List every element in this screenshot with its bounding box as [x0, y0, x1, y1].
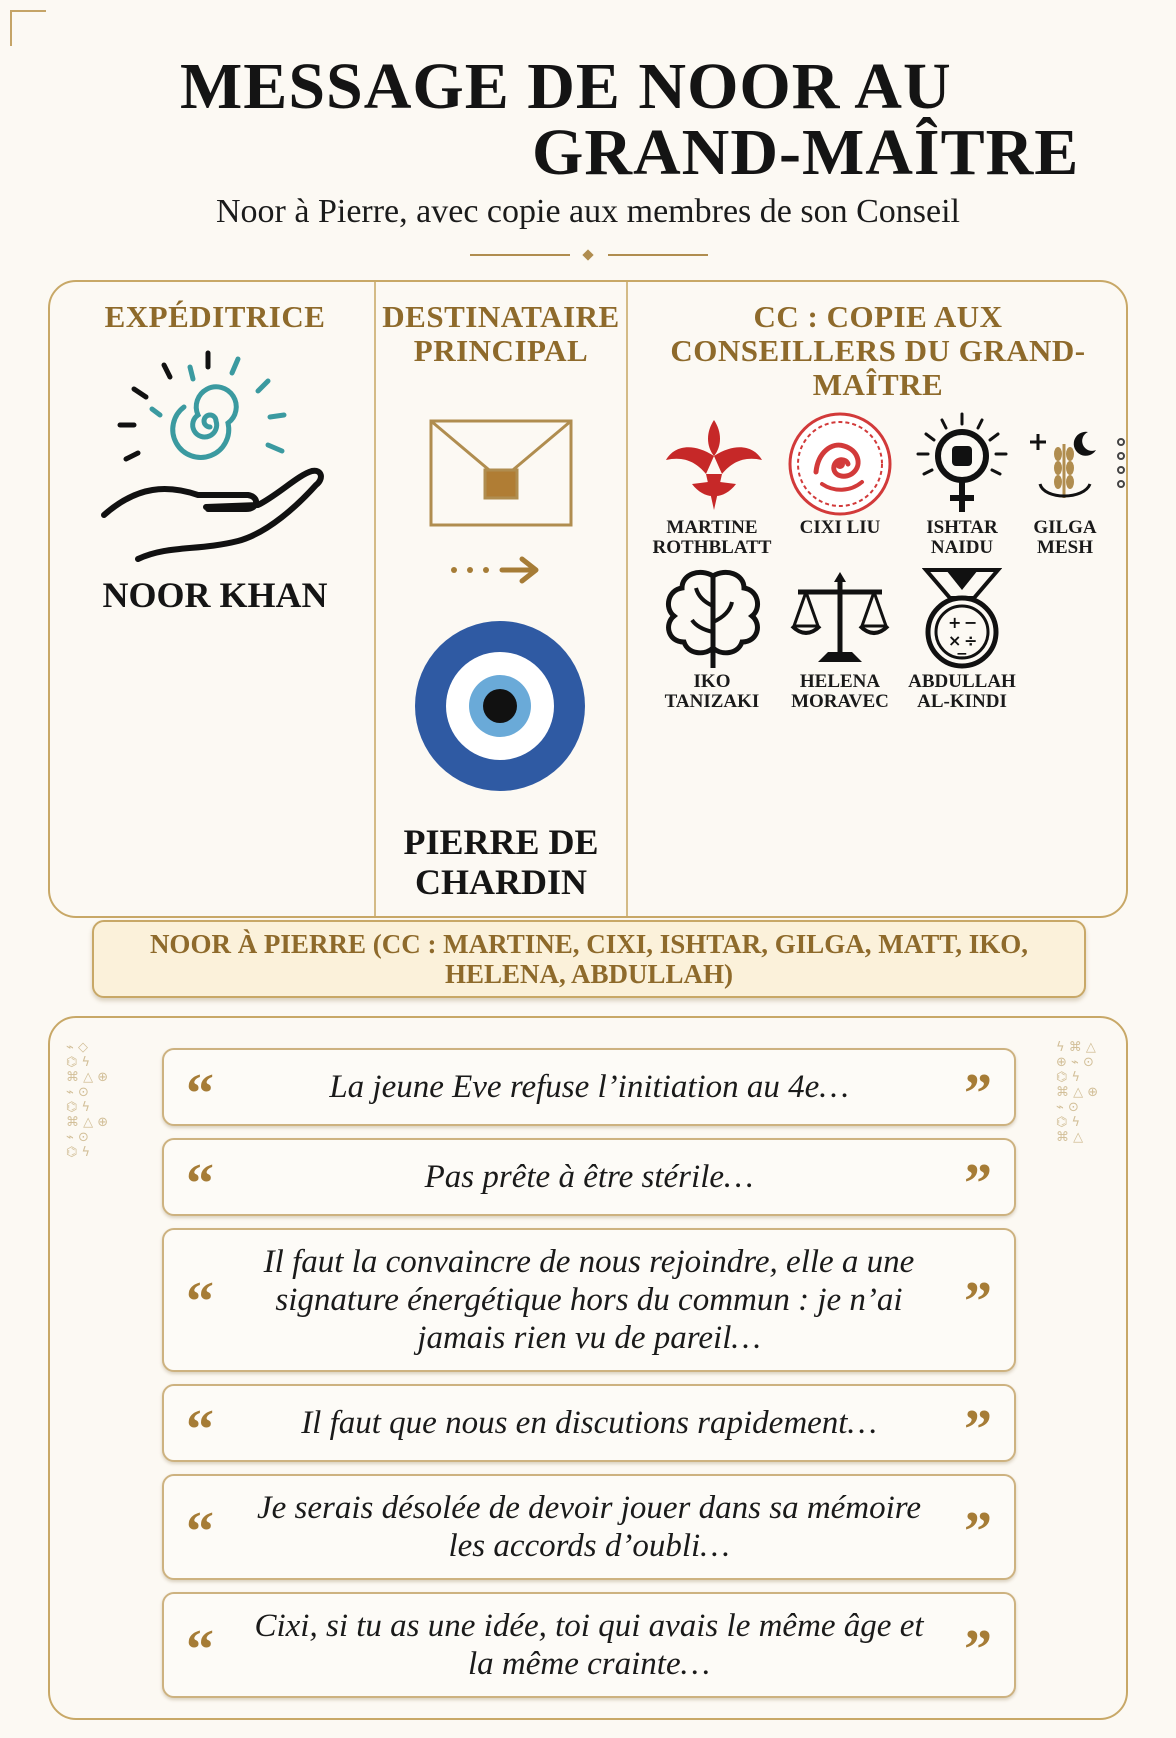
recipient-heading — [376, 300, 626, 368]
recipient-heading-line-2: PRINCIPAL — [413, 333, 589, 368]
close-quote-icon: ” — [964, 1063, 992, 1125]
wheat-moon-icon — [1030, 428, 1100, 508]
cc-member-line: MORAVEC — [791, 691, 889, 712]
quote-text: Pas prête à être stérile… — [424, 1159, 754, 1195]
cc-heading-line-2: CONSEILLERS DU GRAND- — [670, 333, 1086, 368]
recipients-banner — [92, 920, 1086, 998]
sender-name: NOOR KHAN — [102, 575, 328, 615]
recipient-name-line-1: PIERRE DE — [403, 822, 599, 862]
tree-brain-icon — [660, 566, 766, 670]
arrow-right-icon — [448, 555, 548, 585]
quote-card — [162, 1048, 1016, 1126]
recipient-heading-line-1: DESTINATAIRE — [382, 299, 620, 334]
more-dots-icon — [1116, 436, 1126, 492]
open-quote-icon: “ — [186, 1501, 214, 1563]
svg-text:×: × — [948, 631, 962, 650]
close-quote-icon: ” — [964, 1399, 992, 1461]
cc-member-name — [647, 518, 777, 558]
svg-text:÷: ÷ — [964, 631, 978, 650]
venus-fist-icon — [912, 412, 1012, 516]
cc-member-line: CIXI LIU — [799, 517, 881, 538]
open-quote-icon: “ — [186, 1399, 214, 1461]
cc-member-name — [647, 672, 777, 712]
cc-member-line: IKO — [693, 671, 731, 692]
page-subtitle: Noor à Pierre, avec copie aux membres de son Conseil — [216, 193, 960, 230]
decorative-glyph: ϟ ⌘ △ ⊕ ⌁ ⊙ ⌬ ϟ ⌘ △ ⊕ ⌁ ⊙ ⌬ ϟ ⌘ △ — [1056, 1040, 1099, 1145]
quote-text: Il faut la convaincre de nous rejoindre, elle a une signature énergétique hors du commun : je n’ai jamais rien vu de pareil… — [263, 1244, 915, 1356]
quote-card — [162, 1592, 1016, 1698]
svg-text:=: = — [956, 648, 968, 664]
cc-member-line: ABDULLAH — [908, 671, 1016, 692]
page-title-line-2: GRAND-MAÎTRE — [532, 116, 1080, 189]
cc-member-line: MARTINE — [666, 517, 758, 538]
recipient-name-line-2: CHARDIN — [414, 862, 587, 902]
cc-member-name — [897, 672, 1027, 712]
cc-member-name — [1000, 518, 1130, 558]
math-medal-icon — [922, 568, 1002, 672]
quote-card — [162, 1474, 1016, 1580]
scales-icon — [788, 570, 892, 670]
svg-text:−: − — [964, 613, 978, 632]
cc-member-line: TANIZAKI — [664, 691, 760, 712]
hand-spiral-icon — [98, 345, 326, 565]
decorative-glyph: ⌁ ◇ ⌬ ϟ ⌘ △ ⊕ ⌁ ⊙ ⌬ ϟ ⌘ △ ⊕ ⌁ ⊙ ⌬ ϟ — [66, 1040, 109, 1160]
cc-member-line: GILGA — [1033, 517, 1097, 538]
cc-member-line: ROTHBLATT — [652, 537, 772, 558]
recipient-name — [376, 822, 626, 902]
close-quote-icon: ” — [964, 1271, 992, 1333]
cc-member-line: NAIDU — [930, 537, 994, 558]
cc-member-name — [775, 672, 905, 712]
close-quote-icon: ” — [964, 1501, 992, 1563]
cc-member-line: HELENA — [799, 671, 881, 692]
cc-heading — [628, 300, 1128, 402]
quote-card — [162, 1228, 1016, 1372]
close-quote-icon: ” — [964, 1153, 992, 1215]
cc-member-name — [775, 518, 905, 538]
cc-member-line: MESH — [1037, 537, 1093, 558]
cc-member-line: AL-KINDI — [917, 691, 1007, 712]
cc-heading-line-1: CC : COPIE AUX — [753, 299, 1003, 334]
sender-heading: EXPÉDITRICE — [104, 299, 326, 334]
open-quote-icon: “ — [186, 1271, 214, 1333]
quote-text: La jeune Eve refuse l’initiation au 4e… — [329, 1069, 849, 1105]
open-quote-icon: “ — [186, 1619, 214, 1681]
close-quote-icon: ” — [964, 1619, 992, 1681]
quote-card — [162, 1138, 1016, 1216]
quote-card — [162, 1384, 1016, 1462]
quote-text: Je serais désolée de devoir jouer dans sa mémoire les accords d’oubli… — [256, 1490, 922, 1564]
quote-text: Il faut que nous en discutions rapidement… — [301, 1405, 877, 1441]
open-quote-icon: “ — [186, 1153, 214, 1215]
divider-left — [470, 254, 570, 256]
divider-right — [608, 254, 708, 256]
page-title-line-1: MESSAGE DE NOOR AU — [180, 50, 952, 123]
phoenix-icon — [662, 412, 766, 516]
svg-text:+: + — [948, 613, 962, 632]
evil-eye-icon — [414, 620, 586, 792]
divider-diamond — [582, 249, 593, 260]
column-separator — [374, 282, 376, 916]
envelope-icon — [428, 418, 574, 528]
cc-member-line: ISHTAR — [926, 517, 998, 538]
quote-text: Cixi, si tu as une idée, toi qui avais le même âge et la même crainte… — [254, 1608, 924, 1682]
open-quote-icon: “ — [186, 1063, 214, 1125]
recipients-banner-text: NOOR À PIERRE (CC : MARTINE, CIXI, ISHTAR, GILGA, MATT, IKO, HELENA, ABDULLAH) — [149, 929, 1029, 989]
corner-ornament — [10, 10, 46, 46]
cc-heading-line-3: MAÎTRE — [812, 367, 944, 402]
dragon-seal-icon — [788, 412, 892, 516]
